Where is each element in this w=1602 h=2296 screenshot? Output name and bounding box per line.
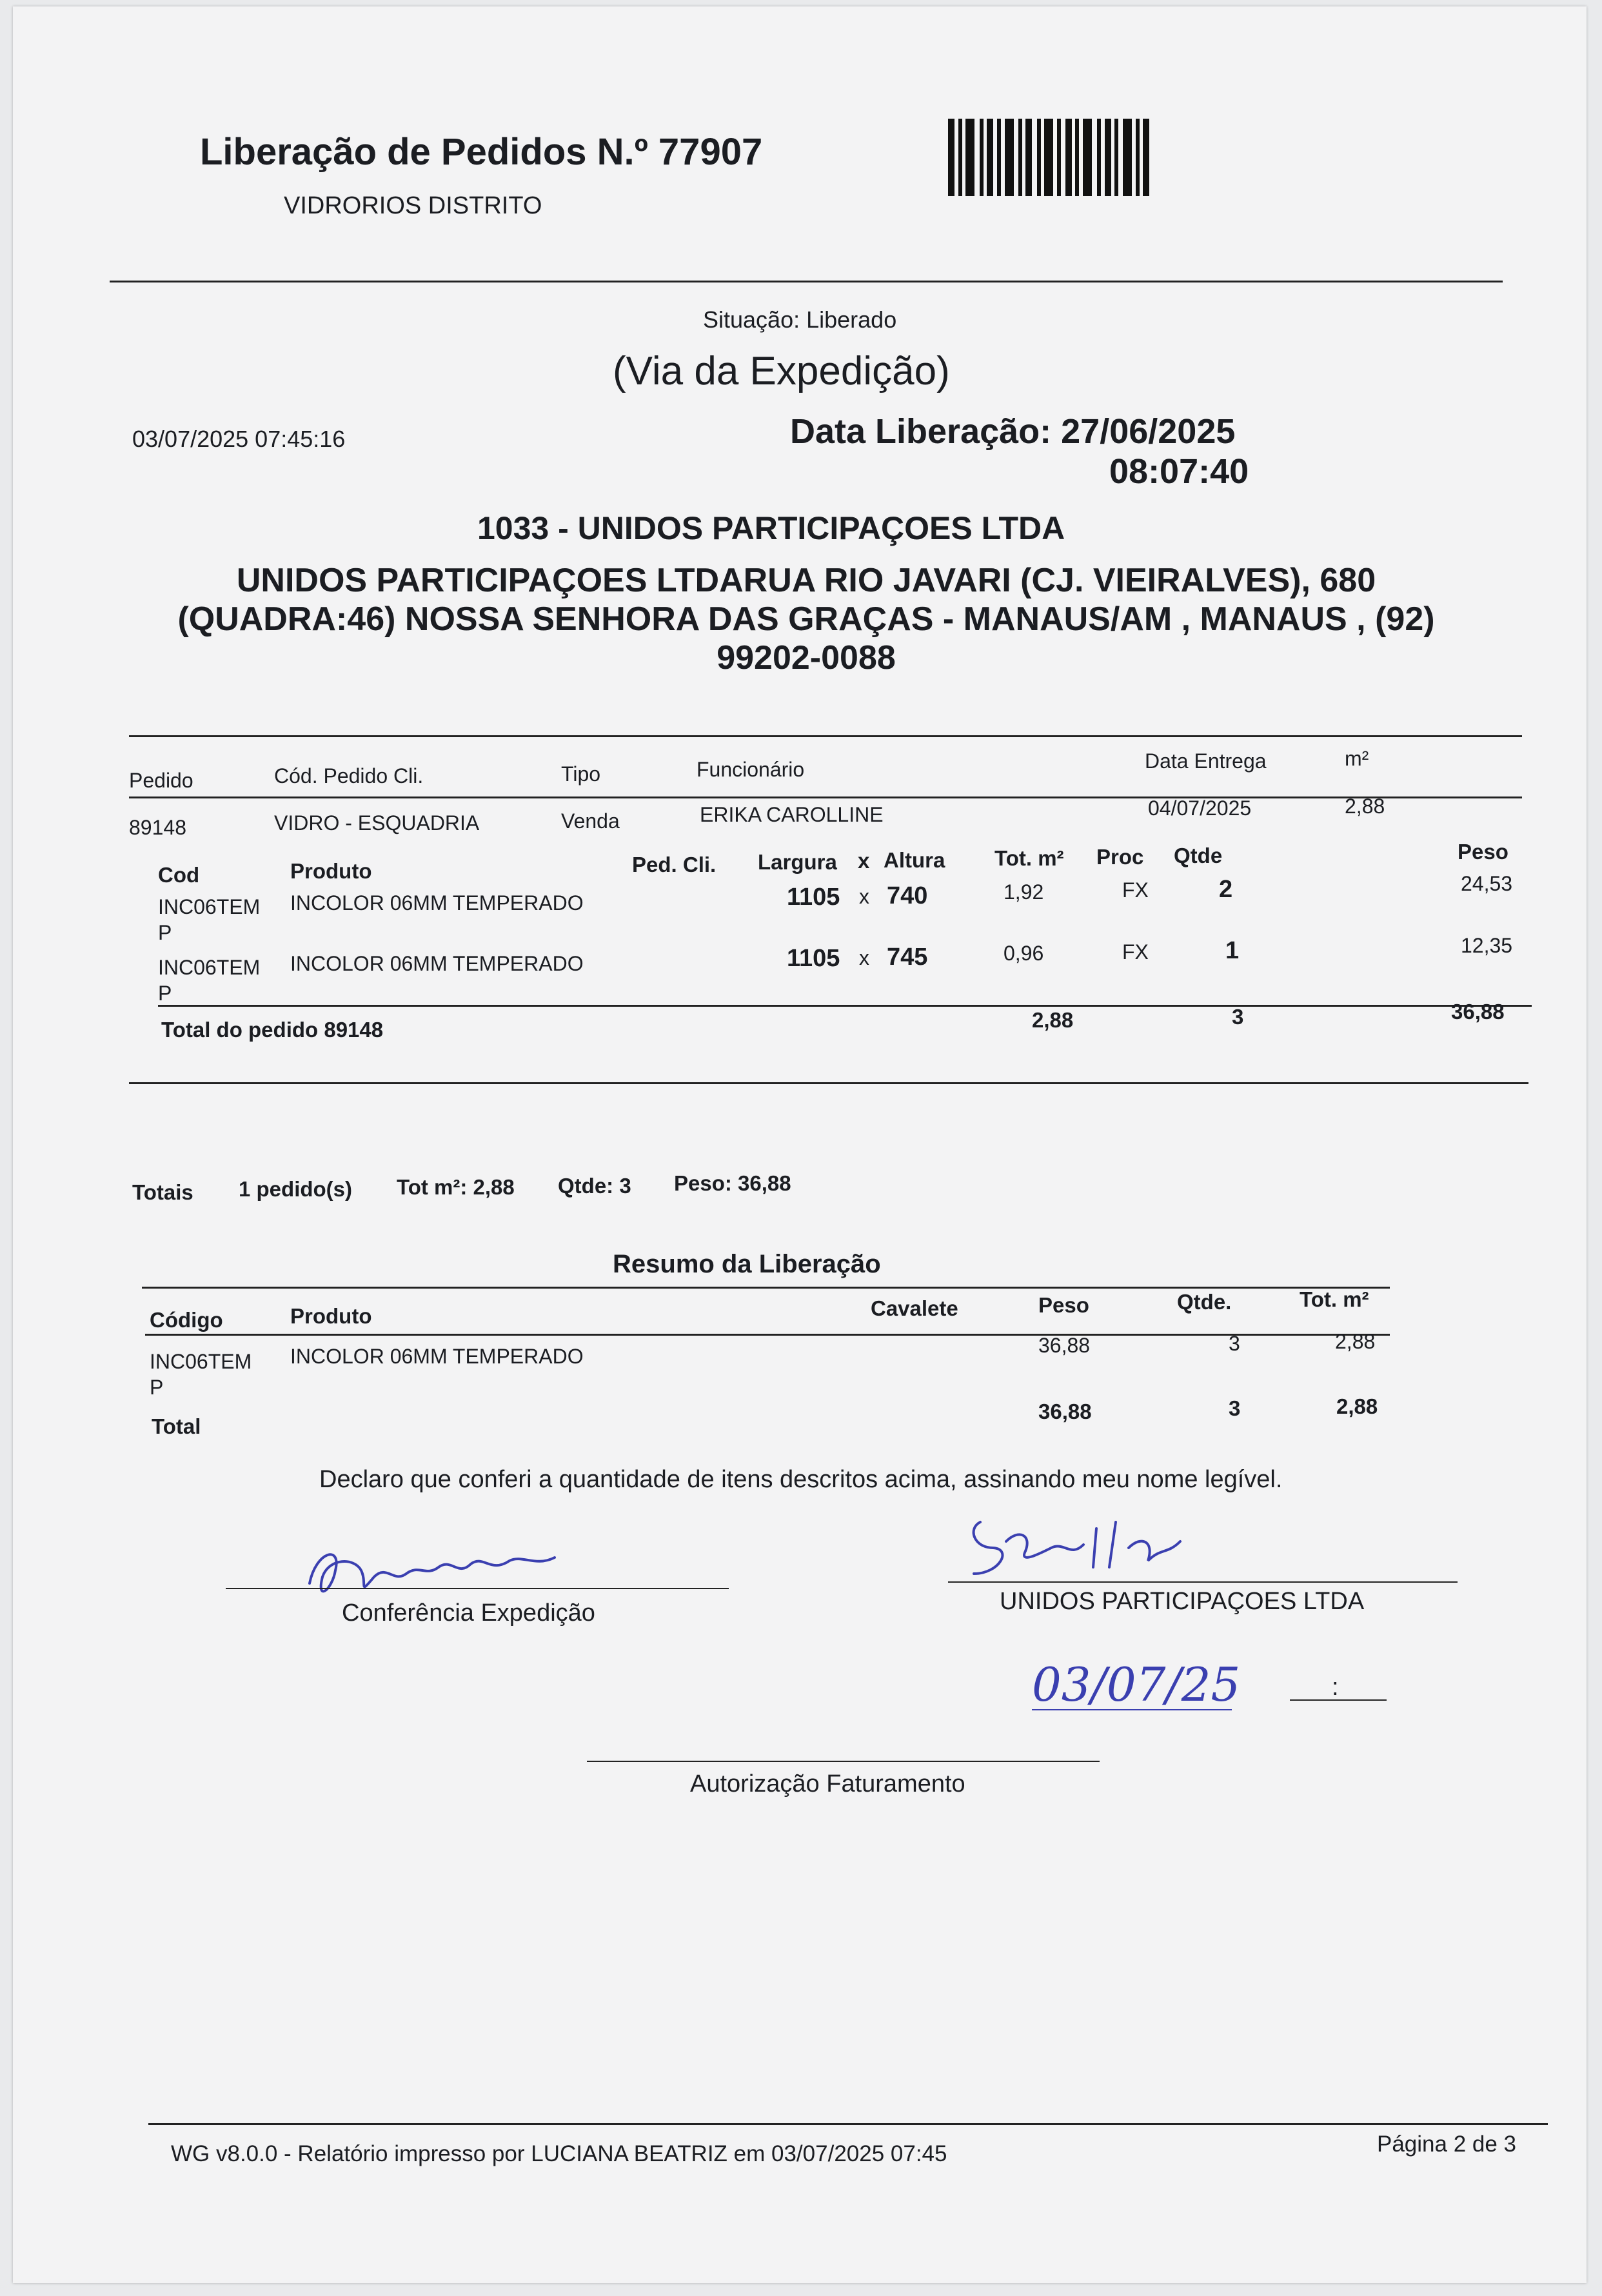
item-row-2-x: x (859, 946, 869, 969)
item-row-2-altura: 745 (887, 944, 928, 971)
authorization-label: Autorização Faturamento (690, 1770, 965, 1797)
item-col-tot-m2: Tot. m² (994, 846, 1064, 870)
summary-col-cavalete: Cavalete (871, 1296, 958, 1320)
time-separator: : (1332, 1674, 1339, 1701)
val-tipo: Venda (561, 809, 620, 833)
item-col-altura: Altura (884, 848, 945, 872)
item-row-2-largura: 1105 (787, 945, 840, 972)
summary-title: Resumo da Liberação (613, 1250, 881, 1278)
val-data-entrega: 04/07/2025 (1148, 797, 1252, 820)
val-pedido: 89148 (129, 816, 186, 839)
item-row-1-cod: INC06TEM (158, 895, 261, 918)
item-row-1-largura: 1105 (787, 884, 840, 911)
printed-timestamp: 03/07/2025 07:45:16 (132, 426, 346, 452)
order-bottom-rule (129, 1082, 1528, 1084)
authorization-line (587, 1761, 1100, 1762)
item-row-1-altura: 740 (887, 882, 928, 909)
item-row-1-x: x (859, 885, 869, 908)
item-col-ped-cli: Ped. Cli. (632, 853, 717, 876)
item-col-qtde: Qtde (1174, 844, 1223, 867)
summary-col-produto: Produto (290, 1304, 372, 1328)
client-code-name: 1033 - UNIDOS PARTICIPAÇOES LTDA (477, 510, 1065, 546)
item-col-largura: Largura (758, 850, 837, 874)
item-row-2-cod: INC06TEM (158, 956, 261, 979)
summary-col-codigo: Código (150, 1308, 223, 1332)
col-pedido: Pedido (129, 769, 193, 792)
item-row-2-cod-cont: P (158, 982, 172, 1005)
item-col-proc: Proc (1096, 845, 1144, 869)
release-date: Data Liberação: 27/06/2025 (790, 412, 1236, 451)
item-row-1-produto: INCOLOR 06MM TEMPERADO (290, 891, 584, 915)
summary-header-rule (145, 1334, 1390, 1336)
item-row-1-qtde: 2 (1219, 876, 1233, 903)
val-funcionario: ERIKA CAROLLINE (700, 803, 884, 826)
summary-total-peso: 36,88 (1038, 1400, 1092, 1423)
store-name: VIDRORIOS DISTRITO (284, 192, 542, 219)
item-row-2-tot-m2: 0,96 (1004, 942, 1044, 965)
col-tipo: Tipo (561, 762, 601, 786)
order-total-peso: 36,88 (1451, 1000, 1505, 1024)
status-text: Situação: Liberado (703, 306, 897, 333)
signature-line-left (226, 1588, 729, 1589)
footer-page-number: Página 2 de 3 (1377, 2132, 1517, 2157)
item-col-cod: Cod (158, 863, 200, 887)
item-row-1-proc: FX (1122, 878, 1149, 902)
summary-row-tot-m2: 2,88 (1335, 1330, 1376, 1353)
item-col-x: x (858, 849, 870, 873)
summary-row-codigo: INC06TEM (150, 1350, 252, 1373)
header-divider (110, 281, 1503, 282)
item-row-1-cod-cont: P (158, 921, 172, 944)
document-page (13, 6, 1587, 2283)
summary-row-produto: INCOLOR 06MM TEMPERADO (290, 1345, 584, 1368)
summary-col-qtde: Qtde. (1177, 1290, 1232, 1314)
totals-qtde: Qtde: 3 (558, 1174, 631, 1198)
summary-row-codigo-cont: P (150, 1376, 164, 1399)
item-col-peso: Peso (1458, 840, 1508, 864)
footer-rule (148, 2123, 1548, 2125)
handwritten-date: 03/07/25 (1032, 1658, 1241, 1712)
item-col-produto: Produto (290, 859, 372, 883)
summary-row-qtde: 3 (1229, 1332, 1240, 1355)
summary-top-rule (142, 1287, 1390, 1289)
item-row-1-peso: 24,53 (1461, 872, 1513, 895)
release-time: 08:07:40 (1109, 452, 1249, 491)
col-data-entrega: Data Entrega (1145, 749, 1267, 773)
summary-row-peso: 36,88 (1038, 1334, 1091, 1357)
summary-total-m2: 2,88 (1336, 1394, 1378, 1418)
val-m2: 2,88 (1345, 795, 1385, 818)
order-total-m2: 2,88 (1032, 1008, 1074, 1032)
val-cod-pedido-cli: VIDRO - ESQUADRIA (274, 811, 480, 835)
signature-line-right (948, 1581, 1458, 1583)
totals-pedidos: 1 pedido(s) (239, 1177, 353, 1201)
order-total-rule (158, 1005, 1532, 1007)
footer-report: WG v8.0.0 - Relatório impresso por LUCIANA BEATRIZ em 03/07/2025 07:45 (171, 2141, 947, 2166)
item-row-1-tot-m2: 1,92 (1004, 880, 1044, 904)
summary-total-qtde: 3 (1229, 1396, 1241, 1420)
totals-tot-m2: Tot m²: 2,88 (397, 1175, 515, 1199)
item-row-2-produto: INCOLOR 06MM TEMPERADO (290, 952, 584, 975)
summary-col-tot-m2: Tot. m² (1300, 1287, 1369, 1311)
item-row-2-peso: 12,35 (1461, 934, 1513, 957)
totals-peso: Peso: 36,88 (674, 1171, 791, 1195)
col-funcionario: Funcionário (697, 758, 805, 781)
document-title: Liberação de Pedidos N.º 77907 (200, 131, 763, 173)
barcode (948, 119, 1193, 196)
order-header-rule (129, 797, 1522, 798)
date-underline (1032, 1709, 1232, 1710)
handwritten-signature-left (297, 1538, 568, 1609)
signature-label-right: UNIDOS PARTICIPAÇOES LTDA (1000, 1588, 1365, 1615)
item-row-2-qtde: 1 (1225, 937, 1240, 964)
signature-label-left: Conferência Expedição (342, 1599, 595, 1627)
totals-label: Totais (132, 1180, 193, 1204)
item-row-2-proc: FX (1122, 940, 1149, 964)
order-total-label: Total do pedido 89148 (161, 1018, 384, 1042)
col-m2: m² (1345, 747, 1369, 770)
summary-total-label: Total (152, 1414, 201, 1438)
copy-label: (Via da Expedição) (613, 349, 950, 393)
client-address: UNIDOS PARTICIPAÇOES LTDARUA RIO JAVARI (CJ. VIEIRALVES), 680 (QUADRA:46) NOSSA SENHORA DAS GRAÇAS - MANAUS/AM , MANAUS , (92) 99202-0088 (177, 562, 1435, 677)
order-top-rule (129, 735, 1522, 737)
col-cod-pedido-cli: Cód. Pedido Cli. (274, 764, 424, 787)
summary-col-peso: Peso (1038, 1293, 1089, 1317)
declaration-text: Declaro que conferi a quantidade de itens descritos acima, assinando meu nome legível. (319, 1466, 1283, 1493)
order-total-qtde: 3 (1232, 1005, 1244, 1029)
handwritten-signature-right (954, 1503, 1225, 1587)
